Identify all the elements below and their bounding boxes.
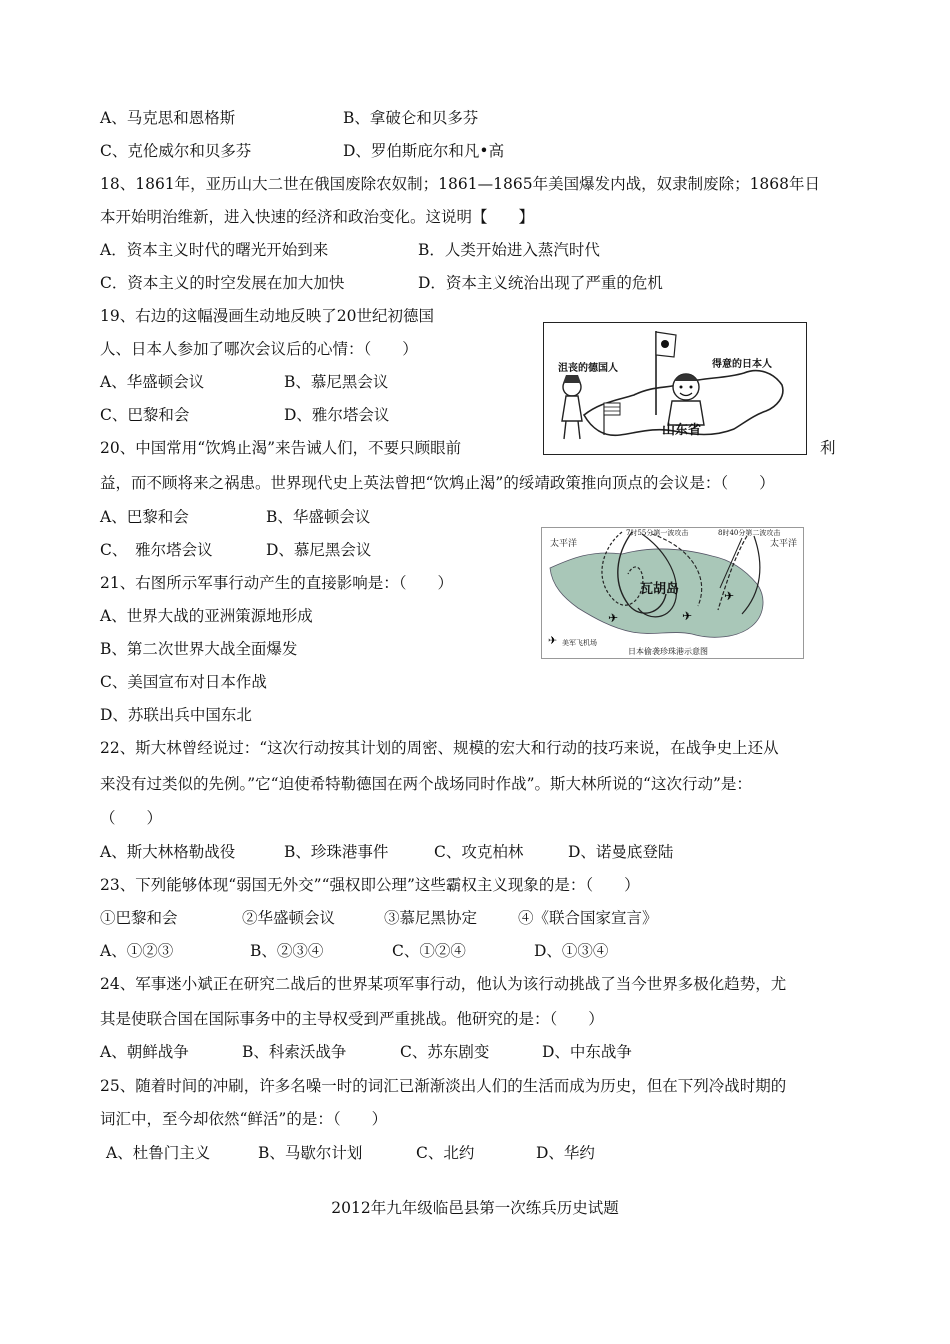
q20-option-b: B、华盛顿会议 <box>266 508 371 526</box>
q20-option-a: A、巴黎和会 <box>100 508 189 526</box>
q18-option-a: A．资本主义时代的曙光开始到来 <box>100 241 329 259</box>
cartoon-image <box>543 322 807 455</box>
q24-stem-line1: 24、军事迷小斌正在研究二战后的世界某项军事行动，他认为该行动挑战了当今世界多极化趋势，尤 <box>100 975 787 993</box>
q23-statement-4: ④《联合国家宣言》 <box>518 909 658 927</box>
q19-option-c: C、巴黎和会 <box>100 406 190 424</box>
q25-option-c: C、北约 <box>416 1144 475 1162</box>
q24-stem-line2: 其是使联合国在国际事务中的主导权受到严重挑战。他研究的是：（ ） <box>100 1010 604 1028</box>
q22-stem-line3: （ ） <box>100 809 163 827</box>
svg-text:✈: ✈ <box>548 634 558 647</box>
q17-option-d: D、罗伯斯庇尔和凡•高 <box>343 142 505 160</box>
q18-option-c: C．资本主义的时空发展在加大加快 <box>100 274 345 292</box>
q25-stem-line1: 25、随着时间的冲刷，许多名噪一时的词汇已渐渐淡出人们的生活而成为历史，但在下列冷战时期的 <box>100 1077 787 1095</box>
q22-option-c: C、攻克柏林 <box>434 843 524 861</box>
q18-stem-line1: 18、1861年，亚历山大二世在俄国废除农奴制；1861—1865年美国爆发内战，奴隶制废除；1868年日 <box>100 175 821 193</box>
map-note-wave2: 8时40分第二波攻击 <box>718 529 781 537</box>
cartoon-japanese-label: 得意的日本人 <box>712 359 772 370</box>
q19-option-a: A、华盛顿会议 <box>100 373 205 391</box>
map-island-label: 瓦胡岛 <box>640 582 680 597</box>
q19-stem-line1: 19、右边的这幅漫画生动地反映了20世纪初德国 <box>100 307 434 325</box>
q23-option-a: A、①②③ <box>100 942 174 960</box>
q25-option-d: D、华约 <box>536 1144 595 1162</box>
q19-option-b: B、慕尼黑会议 <box>284 373 389 391</box>
q18-option-d: D．资本主义统治出现了严重的危机 <box>418 274 663 292</box>
q20-option-c: C、 雅尔塔会议 <box>100 541 213 559</box>
q23-stem-line1: 23、下列能够体现“弱国无外交”“强权即公理”这些霸权主义现象的是：（ ） <box>100 876 640 894</box>
q21-option-a: A、世界大战的亚洲策源地形成 <box>100 607 313 625</box>
q18-stem-line2: 本开始明治维新，进入快速的经济和政治变化。这说明【 】 <box>100 208 535 226</box>
q25-option-a: A、杜鲁门主义 <box>106 1144 211 1162</box>
q17-option-c: C、克伦威尔和贝多芬 <box>100 142 252 160</box>
q24-option-a: A、朝鲜战争 <box>100 1043 189 1061</box>
q22-option-d: D、诺曼底登陆 <box>568 843 674 861</box>
q21-option-d: D、苏联出兵中国东北 <box>100 706 252 724</box>
q22-stem-line1: 22、斯大林曾经说过：“这次行动按其计划的周密、规模的宏大和行动的技巧来说，在战争史上还从 <box>100 739 779 757</box>
q24-option-c: C、苏东剧变 <box>400 1043 490 1061</box>
svg-text:✈: ✈ <box>682 609 693 623</box>
map-ocean-right: 太平洋 <box>770 539 798 549</box>
q23-statement-3: ③慕尼黑协定 <box>384 909 478 927</box>
map-ocean-left: 太平洋 <box>550 539 578 549</box>
map-caption: 日本偷袭珍珠港示意图 <box>628 647 708 656</box>
exam-title-footer: 2012年九年级临邑县第一次练兵历史试题 <box>331 1199 619 1217</box>
q22-stem-line2: 来没有过类似的先例。”它“迫使希特勒德国在两个战场同时作战”。斯大林所说的“这次行动”是： <box>100 775 752 793</box>
q23-option-b: B、②③④ <box>250 942 324 960</box>
map-legend: 美军飞机场 <box>562 639 597 647</box>
svg-text:✈: ✈ <box>724 589 735 603</box>
q20-stem-line1-end: 利 <box>820 439 836 457</box>
q19-stem-line2: 人、日本人参加了哪次会议后的心情：（ ） <box>100 340 418 358</box>
q17-option-b: B、拿破仑和贝多芬 <box>343 109 479 127</box>
q24-option-d: D、中东战争 <box>542 1043 632 1061</box>
q25-stem-line2: 词汇中，至今却依然“鲜活”的是：（ ） <box>100 1110 388 1128</box>
q23-option-d: D、①③④ <box>534 942 609 960</box>
q23-option-c: C、①②④ <box>392 942 466 960</box>
q24-option-b: B、科索沃战争 <box>242 1043 347 1061</box>
q20-stem-line2: 益，而不顾将来之祸患。世界现代史上英法曾把“饮鸩止渴”的绥靖政策推向顶点的会议是：（ ） <box>100 474 775 492</box>
q22-option-b: B、珍珠港事件 <box>284 843 389 861</box>
q23-statement-1: ①巴黎和会 <box>100 909 178 927</box>
cartoon-german-label: 沮丧的德国人 <box>558 363 618 374</box>
pearl-harbor-map <box>541 527 804 659</box>
q18-option-b: B．人类开始进入蒸汽时代 <box>418 241 600 259</box>
q25-option-b: B、马歇尔计划 <box>258 1144 363 1162</box>
q21-option-c: C、美国宣布对日本作战 <box>100 673 267 691</box>
q17-option-a: A、马克思和恩格斯 <box>100 109 236 127</box>
svg-text:✈: ✈ <box>608 611 619 625</box>
q21-option-b: B、第二次世界大战全面爆发 <box>100 640 298 658</box>
q22-option-a: A、斯大林格勒战役 <box>100 843 236 861</box>
q23-statement-2: ②华盛顿会议 <box>242 909 336 927</box>
q21-stem-line1: 21、右图所示军事行动产生的直接影响是：（ ） <box>100 574 453 592</box>
q19-option-d: D、雅尔塔会议 <box>284 406 390 424</box>
cartoon-province-label: 山东省 <box>662 423 702 438</box>
q20-stem-line1: 20、中国常用“饮鸩止渴”来告诫人们，不要只顾眼前 <box>100 439 462 457</box>
map-note-wave1: 7时55分第一波攻击 <box>626 529 689 537</box>
q20-option-d: D、慕尼黑会议 <box>266 541 372 559</box>
